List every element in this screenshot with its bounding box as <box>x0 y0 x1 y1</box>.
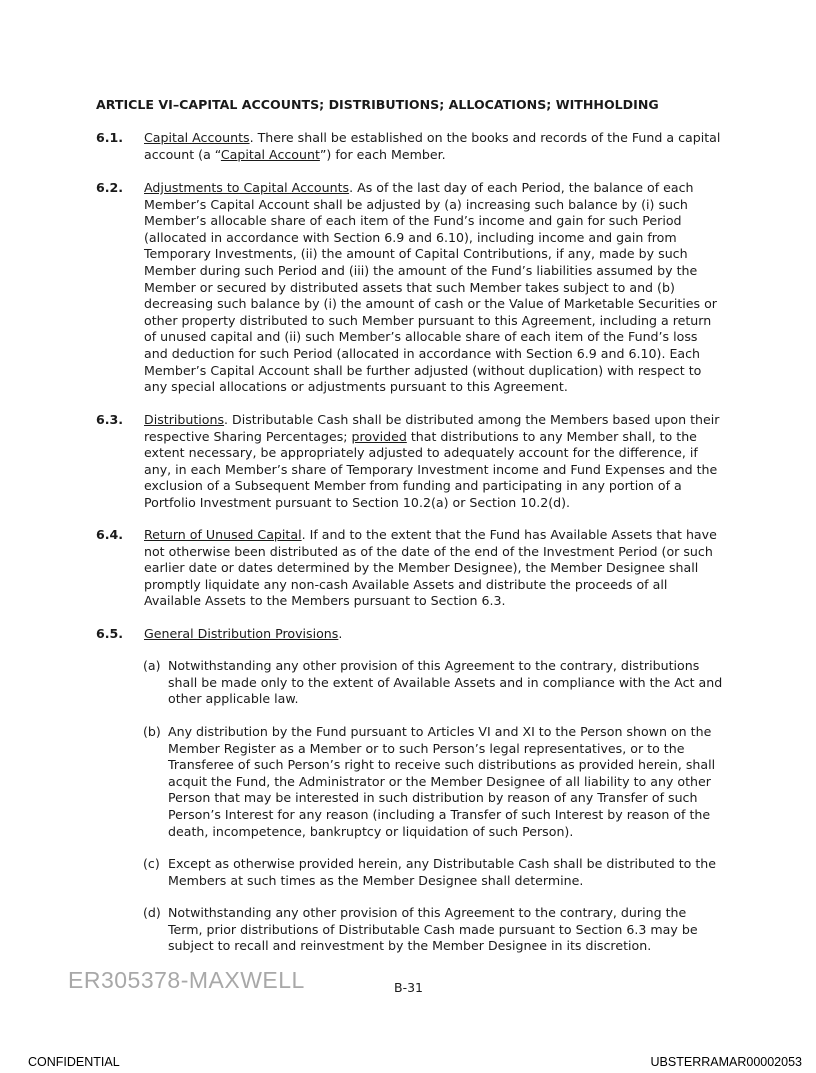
section-title: Distributions <box>144 412 225 427</box>
subsection-text: Any distribution by the Fund pursuant to Articles VI and XI to the Person shown on the Member Register as a Member or to such Person’s legal representatives, or to the Transferee of such Person’s right to receive such distributions as provided herein, shall acquit the Fund, the Administrator or the Member Designee of all liability to any other Person that may be interested in such distribution by reason of any Transfer of such Person’s Interest for any reason (including a Transfer of such Interest by reason of the death, incompetence, bankruptcy or liquidation of such Person). <box>168 724 716 839</box>
section-6-2 <box>96 180 722 396</box>
subsection-a <box>143 658 723 708</box>
document-control-number: UBSTERRAMAR00002053 <box>650 1055 802 1069</box>
section-title: General Distribution Provisions <box>144 626 339 641</box>
section-body <box>144 626 722 643</box>
section-body <box>144 130 722 163</box>
section-6-5 <box>96 626 722 643</box>
subsection-label: (d) <box>143 905 161 920</box>
subsection-b <box>143 724 723 840</box>
section-body <box>144 527 722 610</box>
defined-term: Capital Account <box>220 146 320 162</box>
section-number: 6.1. <box>96 130 124 145</box>
section-text: . There shall be established on the books and records of the Fund a capital account (a “ <box>144 130 721 162</box>
subsection-label: (a) <box>143 658 161 673</box>
article-heading: ARTICLE VI–CAPITAL ACCOUNTS; DISTRIBUTIONS; ALLOCATIONS; WITHHOLDING <box>96 97 659 112</box>
section-title: Adjustments to Capital Accounts <box>144 180 350 195</box>
section-6-4 <box>96 527 722 610</box>
section-title: Return of Unused Capital <box>144 527 302 542</box>
subsection-text: Notwithstanding any other provision of this Agreement to the contrary, during the Term, prior distributions of Distributable Cash made pursuant to Section 6.3 may be subject to recall and reinvestment by the Member Designee in its discretion. <box>168 905 698 954</box>
subsection-text: Notwithstanding any other provision of this Agreement to the contrary, distributions shall be made only to the extent of Available Assets and in compliance with the Act and other applicable law. <box>168 658 723 707</box>
section-number: 6.2. <box>96 180 124 195</box>
subsection-c <box>143 856 723 889</box>
section-text: . If and to the extent that the Fund has Available Assets that have not otherwise been distributed as of the date of the end of the Investment Period (or such earlier date or dates determined by the Member Designee), the Member Designee shall promptly liquidate any non-cash Available Assets and distribute the proceeds of all Available Assets to the Members pursuant to Section 6.3. <box>144 527 717 609</box>
section-number: 6.5. <box>96 626 124 641</box>
bates-stamp: ER305378-MAXWELL <box>68 967 305 993</box>
section-text: that distributions to any Member shall, to the extent necessary, be appropriately adjusted to adequately account for the difference, if any, in each Member’s share of Temporary Investment income and Fund Expenses and the exclusion of a Subsequent Member from funding and participating in any portion of a Portfolio Investment pursuant to Section 10.2(a) or Section 10.2(d). <box>144 428 718 510</box>
section-text: . As of the last day of each Period, the balance of each Member’s Capital Account shall be adjusted by (a) increasing such balance by (i) such Member’s allocable share of each item of the Fund’s income and gain for such Period (allocated in accordance with Section 6.9 and 6.10), including income and gain from Temporary Investments, (ii) the amount of Capital Contributions, if any, made by such Member during such Period and (iii) the amount of the Fund’s liabilities assumed by the Member or secured by distributed assets that such Member takes subject to and (b) decreasing such balance by (i) the amount of cash or the Value of Marketable Securities or other property distributed to such Member pursuant to this Agreement, including a return of unused capital and (ii) such Member’s allocable share of each item of the Fund’s loss and deduction for such Period (allocated in accordance with Section 6.9 and 6.10). Each Member’s Capital Account shall be further adjusted (without duplication) with respect to any special allocations or adjustments pursuant to this Agreement. <box>144 180 717 395</box>
section-number: 6.3. <box>96 412 124 427</box>
subsection-text: Except as otherwise provided herein, any Distributable Cash shall be distributed to the Members at such times as the Member Designee shall determine. <box>168 856 717 888</box>
subsection-label: (b) <box>143 724 161 739</box>
page-number: B-31 <box>394 980 423 995</box>
section-6-1 <box>96 130 722 163</box>
section-text: ”) for each Member. <box>319 146 446 162</box>
subsection-label: (c) <box>143 856 160 871</box>
section-number: 6.4. <box>96 527 124 542</box>
defined-term: provided <box>351 428 407 444</box>
section-body <box>144 180 722 396</box>
section-text: . <box>338 626 343 641</box>
section-6-3 <box>96 412 722 512</box>
subsection-d <box>143 905 723 955</box>
section-body <box>144 412 722 512</box>
section-text: . Distributable Cash shall be distributed among the Members based upon their respective Sharing Percentages; <box>144 412 720 444</box>
confidential-label: CONFIDENTIAL <box>28 1055 120 1069</box>
section-title: Capital Accounts <box>144 130 250 145</box>
